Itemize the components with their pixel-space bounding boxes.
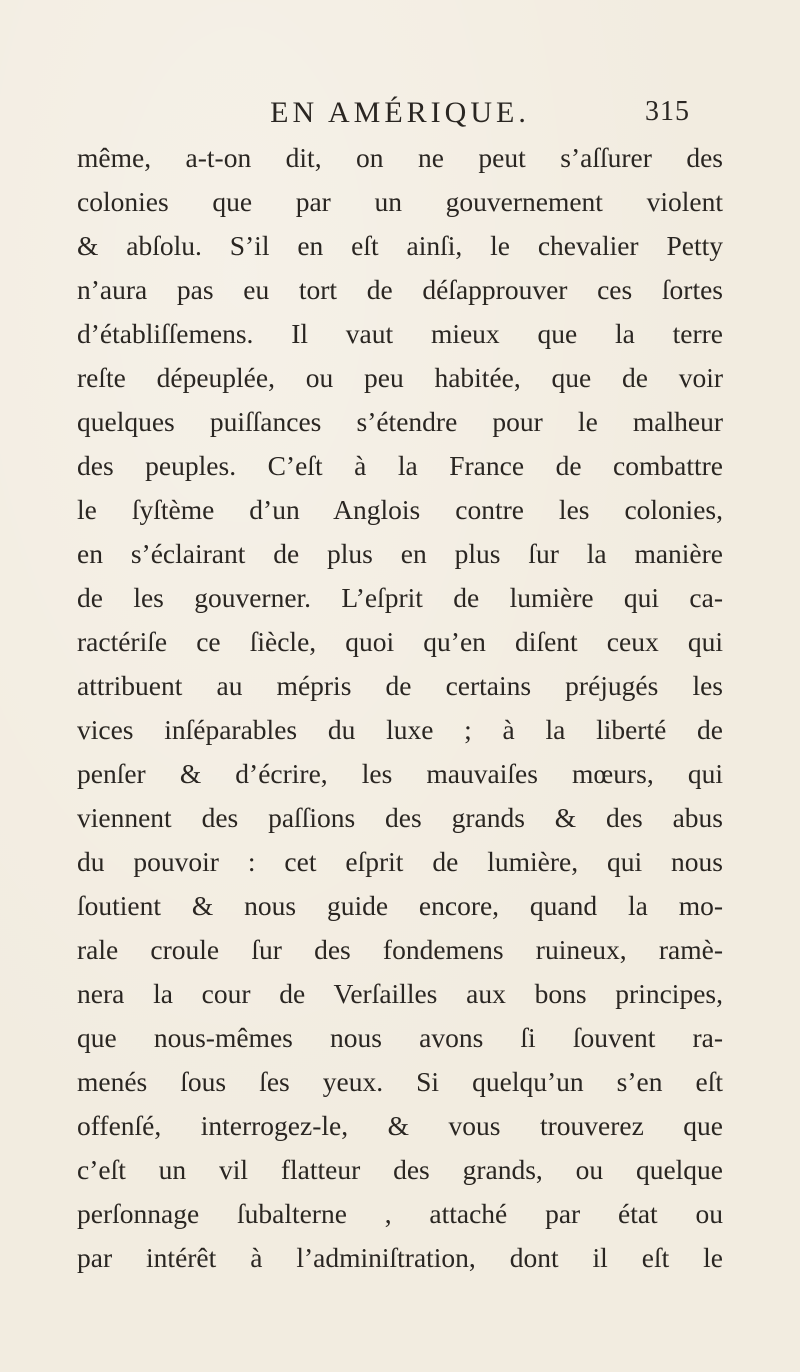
text-line: par intérêt à l’adminiſtration, dont il eſt le	[77, 1242, 723, 1273]
text-line: le ſyſtème d’un Anglois contre les colonies,	[77, 494, 723, 525]
text-line: quelques puiſſances s’étendre pour le malheur	[77, 406, 723, 437]
running-head	[0, 96, 800, 136]
text-line: ractériſe ce ſiècle, quoi qu’en diſent ceux qui	[77, 626, 723, 657]
text-line: colonies que par un gouvernement violent	[77, 186, 723, 217]
text-line: menés ſous ſes yeux. Si quelqu’un s’en eſt	[77, 1066, 723, 1097]
page-number: 315	[645, 96, 690, 127]
running-title: EN AMÉRIQUE.	[270, 96, 530, 129]
text-line: reſte dépeuplée, ou peu habitée, que de voir	[77, 362, 723, 393]
text-line: penſer & d’écrire, les mauvaiſes mœurs, qui	[77, 758, 723, 789]
text-line: rale croule ſur des fondemens ruineux, ramè-	[77, 934, 723, 965]
text-line: offenſé, interrogez-le, & vous trouverez que	[77, 1110, 723, 1141]
text-line: du pouvoir : cet eſprit de lumière, qui nous	[77, 846, 723, 877]
text-line: viennent des paſſions des grands & des abus	[77, 802, 723, 833]
text-line: des peuples. C’eſt à la France de combattre	[77, 450, 723, 481]
text-line: attribuent au mépris de certains préjugés les	[77, 670, 723, 701]
text-line: perſonnage ſubalterne , attaché par état ou	[77, 1198, 723, 1229]
text-line: de les gouverner. L’eſprit de lumière qui ca-	[77, 582, 723, 613]
text-line: d’établiſſemens. Il vaut mieux que la terre	[77, 318, 723, 349]
text-line: même, a-t-on dit, on ne peut s’aſſurer des	[77, 142, 723, 173]
text-line: & abſolu. S’il en eſt ainſi, le chevalier Petty	[77, 230, 723, 261]
text-line: en s’éclairant de plus en plus ſur la manière	[77, 538, 723, 569]
text-line: ſoutient & nous guide encore, quand la mo-	[77, 890, 723, 921]
text-line: c’eſt un vil flatteur des grands, ou quelque	[77, 1154, 723, 1185]
text-line: n’aura pas eu tort de déſapprouver ces ſortes	[77, 274, 723, 305]
text-line: que nous-mêmes nous avons ſi ſouvent ra-	[77, 1022, 723, 1053]
text-line: nera la cour de Verſailles aux bons principes,	[77, 978, 723, 1009]
text-line: vices inſéparables du luxe ; à la liberté de	[77, 714, 723, 745]
